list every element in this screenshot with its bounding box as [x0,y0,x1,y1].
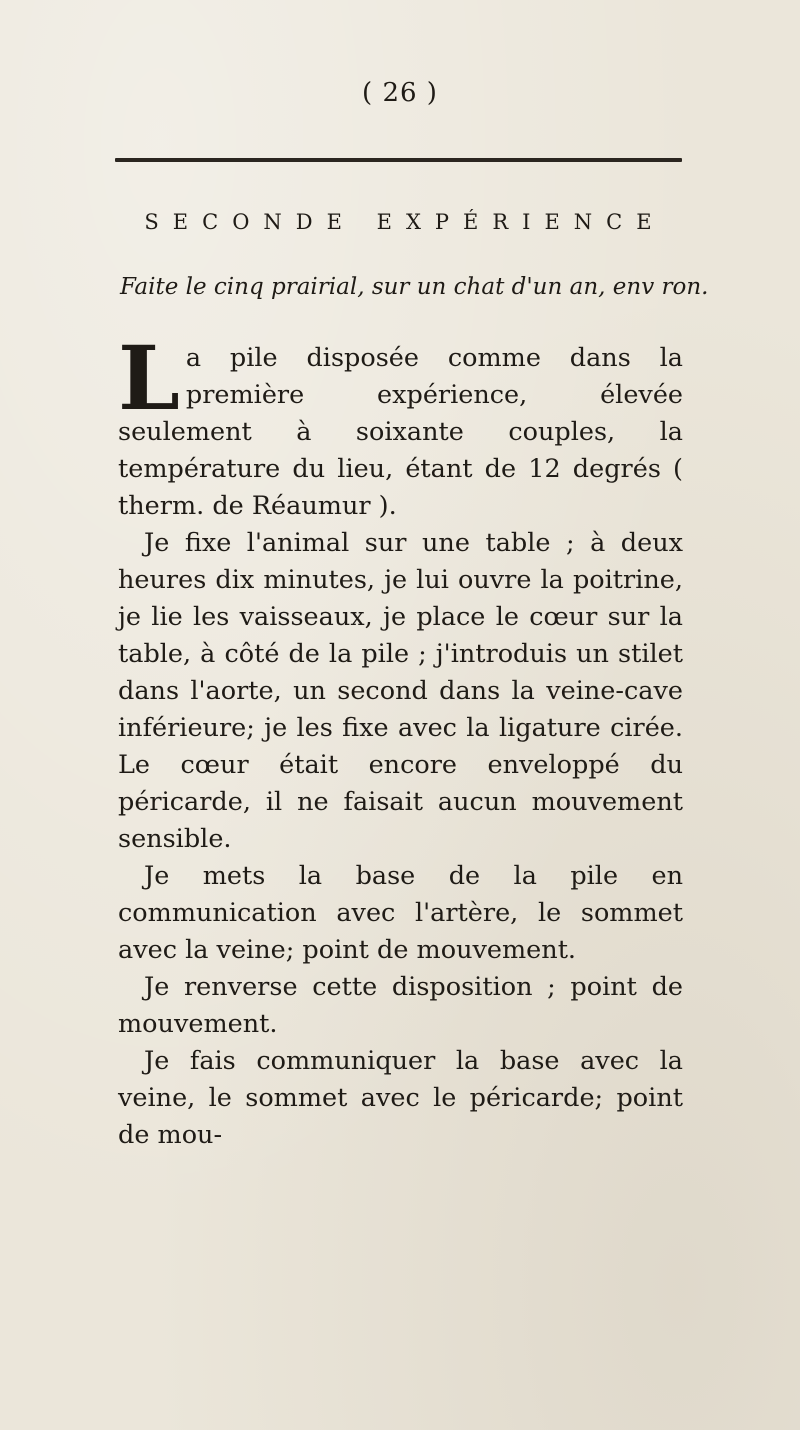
page-number: ( 26 ) [362,78,438,108]
paragraph-1 [118,326,683,525]
paragraph-5: Je fais communiquer la base avec la veine, le sommet avec le péricarde; point de mou- [118,1046,683,1150]
paragraph-2: Je fixe l'animal sur une table ; à deux heures dix minutes, je lui ouvre la poitrine, je lie les vaisseaux, je place le cœur sur la table, à côté de la pile ; j'introduis un stilet dans l'aorte, un second dans la veine-cave inférieure; je les fixe avec la ligature cirée. Le cœur était encore enveloppé du péricarde, il ne faisait aucun mouvement sensible. [118,528,683,854]
drop-cap: L [118,326,180,430]
body-text [118,326,683,1154]
paragraph-4: Je renverse cette disposition ; point de mouvement. [118,972,683,1039]
section-heading: SECONDE EXPÉRIENCE [144,210,666,234]
header-rule [115,158,682,162]
paragraph-text: a pile disposée comme dans la première expérience, élevée seulement à soixante couples, la température du lieu, étant de 12 degrés ( therm. de Réaumur ). [118,343,683,521]
paragraph-3: Je mets la base de la pile en communication avec l'artère, le sommet avec la veine; point de mouvement. [118,861,683,965]
experiment-subtitle: Faite le cinq prairial, sur un chat d'un an, env ron. [120,274,709,300]
